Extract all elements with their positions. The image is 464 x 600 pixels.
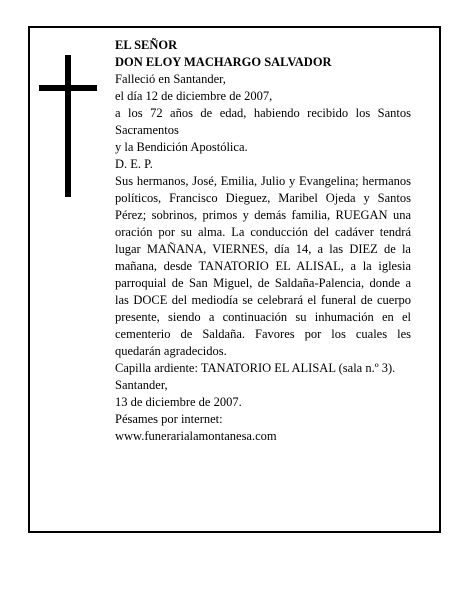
obituary-text [115,37,411,445]
cross-icon-bar [39,85,97,91]
issue-place-line: Santander, [115,378,168,392]
dep-line: D. E. P. [115,157,153,171]
website-link[interactable]: www.funerarialamontanesa.com [115,429,277,443]
notice-title-line1: EL SEÑOR [115,38,178,52]
notice-title-line2: DON ELOY MACHARGO SALVADOR [115,55,332,69]
cross-icon [65,55,71,197]
death-date-line: el día 12 de diciembre de 2007, [115,89,273,103]
blessing-line: y la Bendición Apostólica. [115,140,248,154]
condolences-label: Pésames por internet: [115,412,223,426]
chapel-line: Capilla ardiente: TANATORIO EL ALISAL (sala n.º 3). [115,361,396,375]
family-paragraph: Sus hermanos, José, Emilia, Julio y Evangelina; hermanos políticos, Francisco Dieguez, Maribel Ojeda y Santos Pérez; sobrinos, primos y demás familia, RUEGAN una oración por su alma. La conducción del cadáver tendrá lugar MAÑANA, VIERNES, día 14, a las DIEZ de la mañana, desde TANATORIO EL ALISAL, a la iglesia parroquial de San Miguel, de Saldaña-Palencia, donde a las DOCE del mediodía se celebrará el funeral de cuerpo presente, siendo a continuación su inhumación en el cementerio de Saldaña. Favores por los cuales les quedarán agradecidos. [115,174,411,358]
issue-date-line: 13 de diciembre de 2007. [115,395,242,409]
age-line: a los 72 años de edad, habiendo recibido los Santos Sacramentos [115,106,411,137]
death-place-line: Falleció en Santander, [115,72,226,86]
